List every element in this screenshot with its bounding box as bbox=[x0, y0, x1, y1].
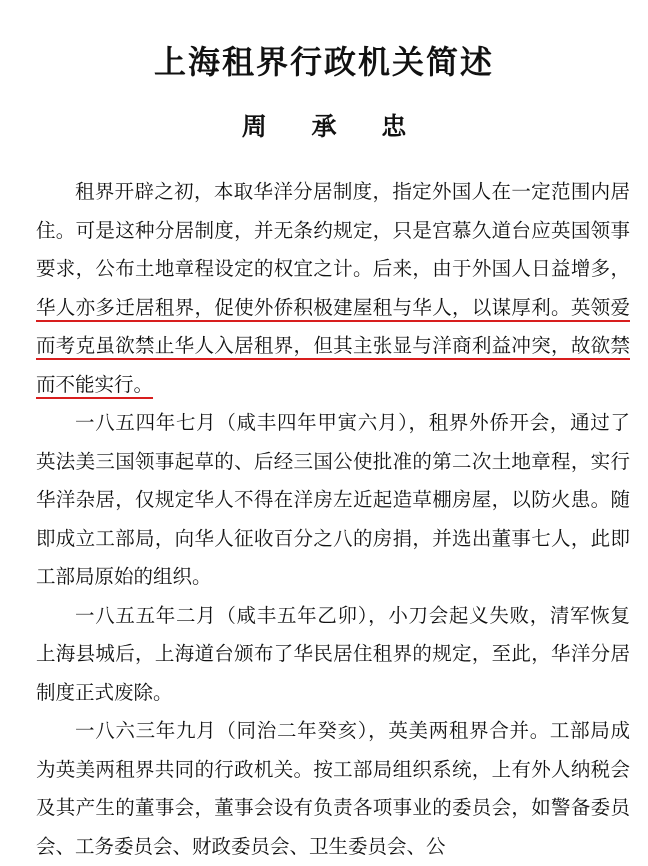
paragraph-3-text: 一八五五年二月（咸丰五年乙卯），小刀会起义失败，清军恢复上海县城后，上海道台颁布了华民居住租界的规定，至此，华洋分居制度正式废除。 bbox=[36, 603, 630, 704]
paragraph-3 bbox=[36, 597, 630, 713]
paragraph-4-text: 一八六三年九月（同治二年癸亥），英美两租界合并。工部局成为英美两租界共同的行政机关。按工部局组织系统，上有外人纳税会及其产生的董事会，董事会设有负责各项事业的委员会，如警备委员会、工务委员会、财政委员会、卫生委员会、公 bbox=[36, 719, 630, 858]
document-title: 上海租界行政机关简述 bbox=[153, 43, 494, 81]
paragraph-4 bbox=[36, 712, 630, 866]
paragraph-1-text: 租界开辟之初，本取华洋分居制度，指定外国人在一定范围内居住。可是这种分居制度，并无条约规定，只是宫慕久道台应英国领事要求，公布土地章程设定的权宜之计。后来，由于外国人日益增多， bbox=[36, 180, 630, 280]
document-body bbox=[36, 173, 630, 866]
paragraph-1-highlighted-text: 华人亦多迁居租界，促使外侨积极建屋租与华人，以谋厚利。英领爱而考克虽欲禁止华人入居租界，但其主张显与洋商利益冲突，故欲禁而不能实行。 bbox=[36, 295, 630, 396]
paragraph-2 bbox=[36, 404, 630, 597]
document-author: 周 承 忠 bbox=[241, 112, 425, 141]
paragraph-2-text: 一八五四年七月（咸丰四年甲寅六月），租界外侨开会，通过了英法美三国领事起草的、后经三国公使批准的第二次土地章程，实行华洋杂居，仅规定华人不得在洋房左近起造草棚房屋，以防火患。随即成立工部局，向华人征收百分之八的房捐，并选出董事七人，此即工部局原始的组织。 bbox=[36, 411, 630, 588]
paragraph-1 bbox=[36, 173, 630, 404]
